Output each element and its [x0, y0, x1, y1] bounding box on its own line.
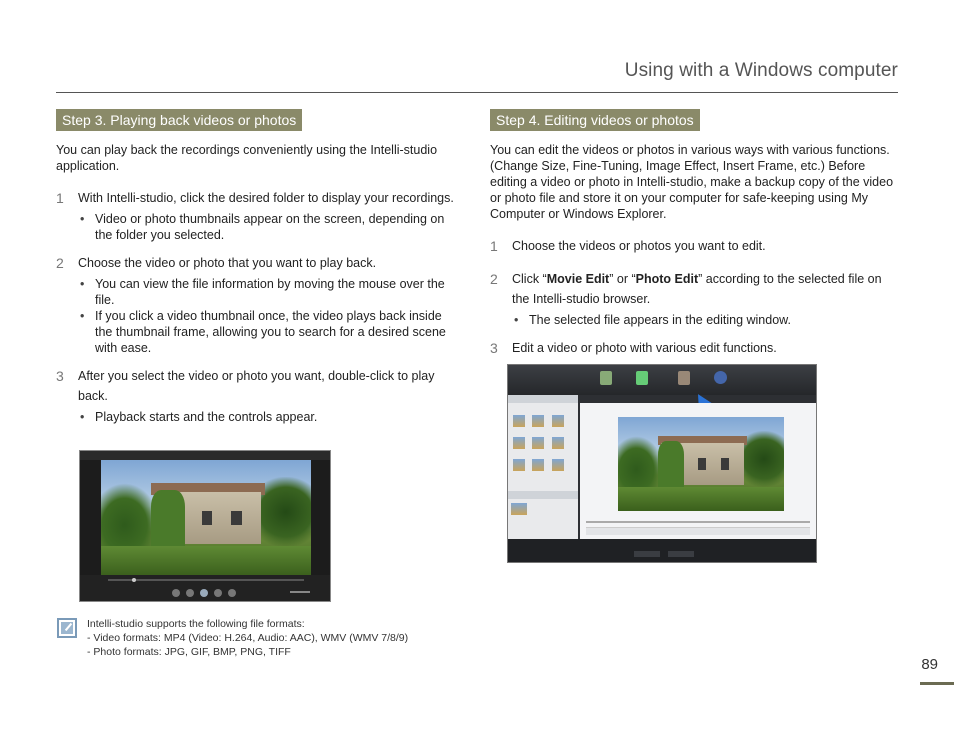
next-icon [228, 589, 236, 597]
step4-heading: Step 4. Editing videos or photos [490, 109, 700, 131]
step-number: 3 [490, 340, 498, 356]
step3-item-3-bullets [56, 409, 456, 425]
photo-edit-icon [678, 371, 690, 385]
step3-item-2 [56, 253, 456, 273]
left-column [56, 109, 456, 425]
editor-effects-panel [508, 395, 578, 541]
step-number: 3 [56, 368, 64, 384]
step-number: 2 [490, 271, 498, 287]
step-text-pre: Click “ [512, 272, 547, 286]
note-line: - Photo formats: JPG, GIF, BMP, PNG, TIFF [87, 646, 291, 658]
step4-item-2-bullets [490, 312, 900, 328]
step-text: Choose the videos or photos you want to edit. [512, 239, 766, 253]
prev-icon [172, 589, 180, 597]
player-screenshot [79, 450, 331, 602]
step-text-post: ” according to the selected file on the Intelli-studio browser. [512, 272, 882, 306]
step4-intro: You can edit the videos or photos in various ways with various functions. (Change Size, Fine-Tuning, Image Effect, Insert Frame, etc.) Before editing a video or photo in Intelli-studio, make a backup copy of the video or photo file and store it on your computer for safe-keeping using My Computer or Windows Explorer. [490, 143, 894, 221]
pause-icon [200, 589, 208, 597]
note-line: Intelli-studio supports the following file formats: [87, 618, 305, 630]
editor-preview-area [580, 403, 816, 539]
step4-item-2 [490, 269, 900, 309]
right-column [490, 109, 900, 358]
step4-item-3 [490, 338, 900, 358]
bullet-item: • The selected file appears in the editing window. [512, 312, 900, 328]
editor-toolbar [508, 365, 816, 395]
library-icon [600, 371, 612, 385]
step3-item-1-bullets [56, 211, 456, 243]
photo-edit-label: Photo Edit [635, 272, 699, 286]
editor-screenshot [507, 364, 817, 563]
step4-item-1 [490, 236, 900, 256]
bullet-item: • Video or photo thumbnails appear on the screen, depending on the folder you selected. [78, 211, 456, 243]
note-text [87, 617, 408, 659]
step3-item-2-bullets [56, 276, 456, 356]
page-tab-marker [920, 682, 954, 685]
note-line: - Video formats: MP4 (Video: H.264, Audio: AAC), WMV (WMV 7/8/9) [87, 632, 409, 644]
step-text: After you select the video or photo you want, double-click to play back. [78, 369, 435, 403]
fast-forward-icon [214, 589, 222, 597]
share-icon [714, 371, 727, 384]
bullet-item: • If you click a video thumbnail once, the video plays back inside the thumbnail frame, allowing you to search for a desired scene with ease. [78, 308, 456, 356]
bullet-item: • You can view the file information by moving the mouse over the file. [78, 276, 456, 308]
step-text: With Intelli-studio, click the desired folder to display your recordings. [78, 191, 454, 205]
step-text: Edit a video or photo with various edit functions. [512, 341, 777, 355]
player-title-bar [80, 451, 330, 460]
step3-heading: Step 3. Playing back videos or photos [56, 109, 302, 131]
step-number: 2 [56, 255, 64, 271]
player-controls [80, 575, 330, 601]
step3-item-1 [56, 188, 456, 208]
step3-item-3 [56, 366, 456, 406]
step-text-mid: ” or “ [609, 272, 636, 286]
page-number: 89 [921, 656, 938, 673]
note-icon [57, 618, 77, 638]
page-header-title: Using with a Windows computer [624, 60, 898, 81]
step-text: Choose the video or photo that you want to play back. [78, 256, 377, 270]
player-video-frame [101, 460, 311, 576]
step-number: 1 [56, 190, 64, 206]
step3-intro: You can play back the recordings conveniently using the Intelli-studio application. [56, 143, 438, 173]
movie-edit-label: Movie Edit [546, 272, 610, 286]
rewind-icon [186, 589, 194, 597]
movie-edit-icon [636, 371, 648, 385]
volume-slider [290, 591, 310, 593]
header-divider [56, 92, 898, 93]
bullet-item: • Playback starts and the controls appear. [78, 409, 456, 425]
step-number: 1 [490, 238, 498, 254]
editor-bottom-bar [508, 539, 816, 562]
